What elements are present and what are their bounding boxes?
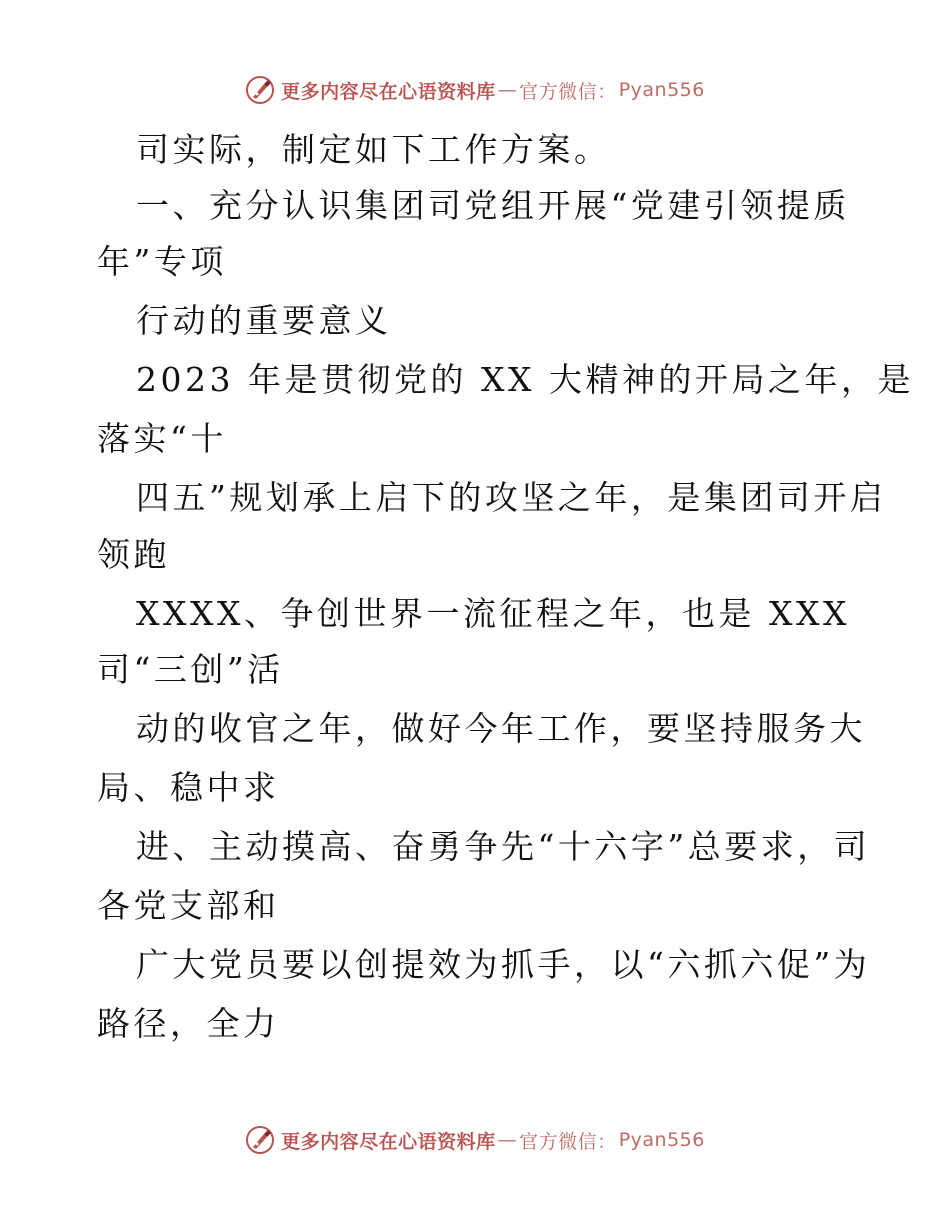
watermark-text: 更多内容尽在心语资料库 — [281, 1130, 496, 1153]
watermark-contact-id: Pyan556 — [618, 1129, 705, 1151]
watermark-contact-id: Pyan556 — [618, 79, 705, 101]
body-line: 局、稳中求 — [97, 768, 280, 807]
body-line: 各党支部和 — [97, 886, 280, 925]
body-line: 落实“十 — [97, 419, 227, 458]
body-line: 司实际，制定如下工作方案。 — [136, 130, 611, 169]
body-line: XXXX、争创世界一流征程之年，也是 XXX — [136, 594, 850, 633]
section-heading: 一、充分认识集团司党组开展“党建引领提质 — [136, 186, 850, 225]
watermark-dash: — — [497, 1129, 518, 1151]
body-line: 进、主动摸高、奋勇争先“十六字”总要求，司 — [136, 827, 871, 866]
section-heading-continued: 行动的重要意义 — [136, 301, 392, 340]
watermark-contact-label: 官方微信： — [519, 80, 617, 103]
body-line: 动的收官之年，做好今年工作，要坚持服务大 — [136, 709, 866, 748]
header-watermark — [0, 70, 950, 110]
body-line: 路径，全力 — [97, 1004, 280, 1043]
section-heading-continued: 年”专项 — [97, 242, 227, 281]
body-line: 广大党员要以创提效为抓手，以“六抓六促”为 — [136, 945, 871, 984]
pen-nib-icon — [245, 75, 275, 105]
body-line: 领跑 — [97, 535, 170, 574]
pen-nib-icon — [245, 1125, 275, 1155]
watermark-contact-label: 官方微信： — [519, 1130, 617, 1153]
footer-watermark — [0, 1120, 950, 1160]
body-line: 司“三创”活 — [97, 650, 284, 689]
body-line: 四五”规划承上启下的攻坚之年，是集团司开启 — [136, 478, 887, 517]
watermark-text: 更多内容尽在心语资料库 — [281, 80, 496, 103]
body-line: 2023 年是贯彻党的 XX 大精神的开局之年，是 — [136, 360, 914, 399]
watermark-dash: — — [497, 79, 518, 101]
